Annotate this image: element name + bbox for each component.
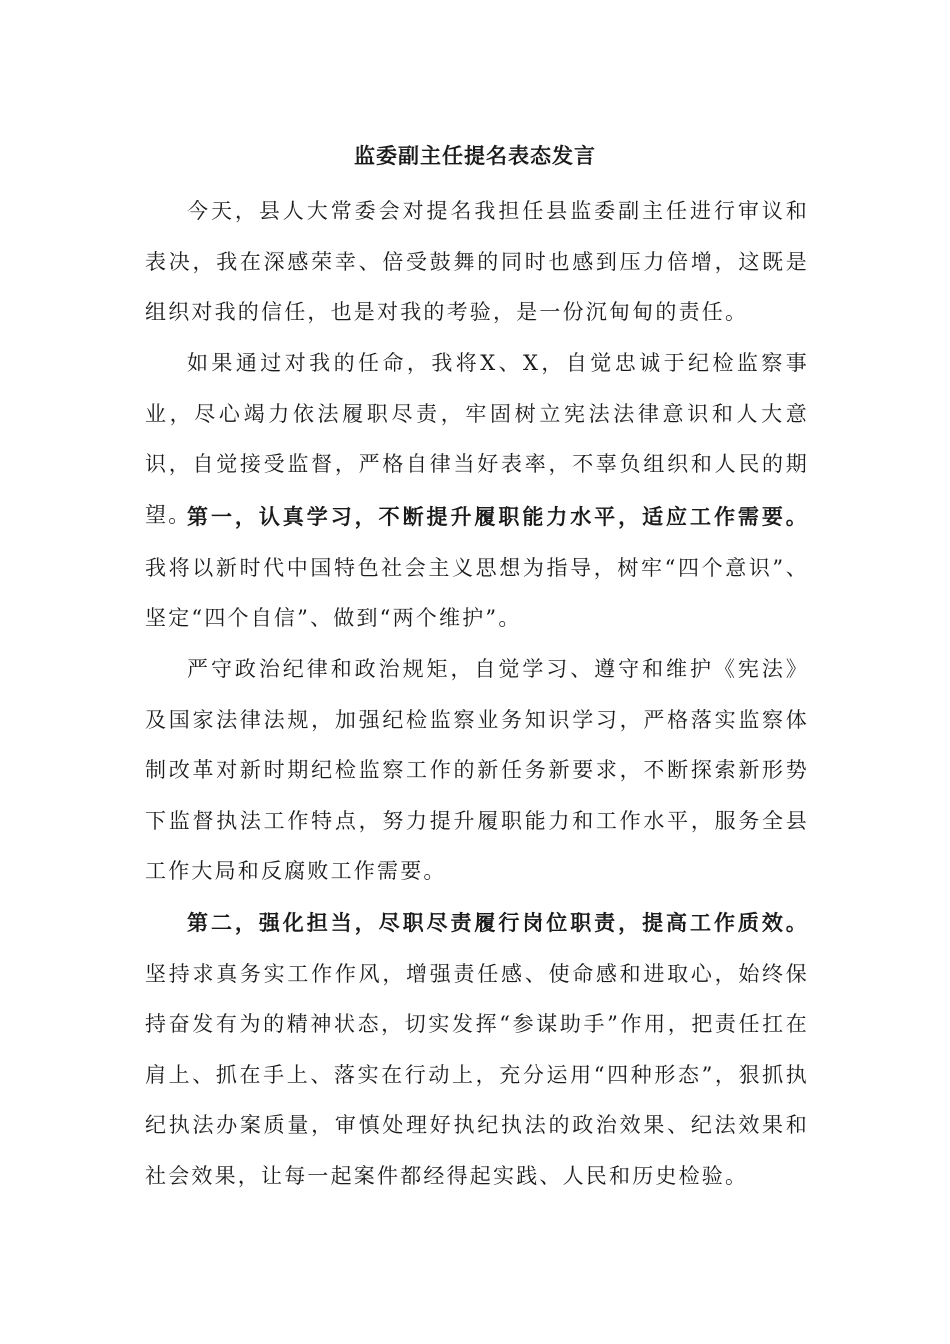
paragraph-body: 今天，县人大常委会对提名我担任县监委副主任进行审议和表决，我在深感荣幸、倍受鼓舞的同时也感到压力倍增，这既是组织对我的信任，也是对我的考验，是一份沉甸甸的责任。 (145, 199, 809, 324)
paragraph (145, 186, 809, 338)
document-title: 监委副主任提名表态发言 (354, 143, 596, 168)
paragraph-lead: 第一，认真学习，不断提升履职能力水平，适应工作需要。 (187, 504, 809, 529)
paragraph-lead: 第二，强化担当，尽职尽责履行岗位职责，提高工作质效。 (187, 910, 809, 935)
paragraph-body: 我将以新时代中国特色社会主义思想为指导，树牢“四个意识”、坚定“四个自信”、做到“两个维护”。 (145, 555, 809, 630)
paragraph (145, 644, 809, 897)
paragraph (145, 898, 809, 1201)
paragraph-body: 严守政治纪律和政治规矩，自觉学习、遵守和维护《宪法》及国家法律法规，加强纪检监察业务知识学习，严格落实监察体制改革对新时期纪检监察工作的新任务新要求，不断探索新形势下监督执法工作特点，努力提升履职能力和工作水平，服务全县工作大局和反腐败工作需要。 (145, 657, 809, 883)
paragraph-body: 如果通过对我的任命，我将X、X，自觉忠诚于纪检监察事业，尽心竭力依法履职尽责，牢固树立宪法法律意识和人大意识，自觉接受监督，严格自律当好表率，不辜负组织和人民的期望。 (145, 351, 809, 527)
paragraph-body: 坚持求真务实工作作风，增强责任感、使命感和进取心，始终保持奋发有为的精神状态，切实发挥“参谋助手”作用，把责任扛在肩上、抓在手上、落实在行动上，充分运用“四种形态”，狠抓执纪执法办案质量，审慎处理好执纪执法的政治效果、纪法效果和社会效果，让每一起案件都经得起实践、人民和历史检验。 (145, 961, 809, 1188)
paragraph (145, 492, 809, 644)
